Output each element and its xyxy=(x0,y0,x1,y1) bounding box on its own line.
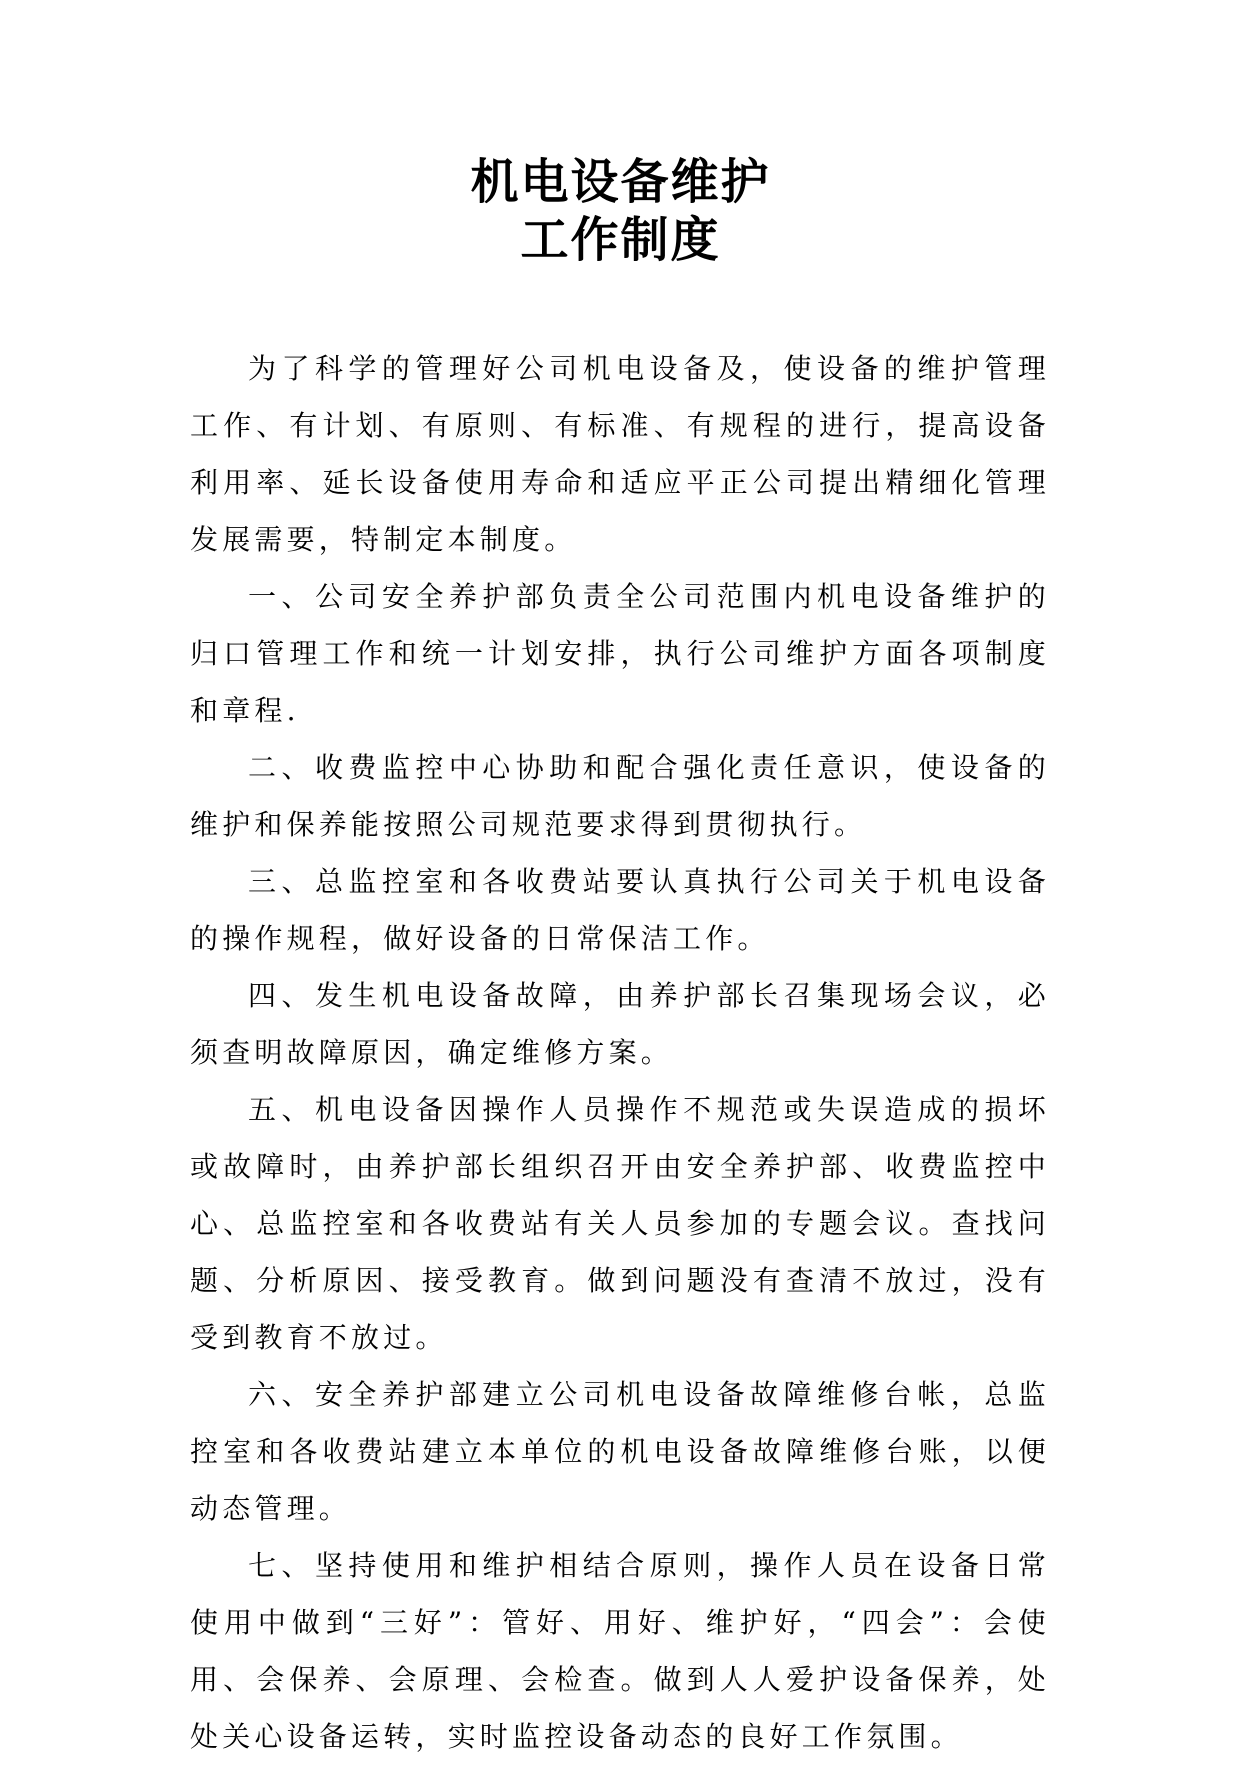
paragraph-clause-4: 四、发生机电设备故障，由养护部长召集现场会议，必须查明故障原因，确定维修方案。 xyxy=(190,979,1050,1069)
paragraph-clause-3: 三、总监控室和各收费站要认真执行公司关于机电设备的操作规程，做好设备的日常保洁工作。 xyxy=(190,865,1050,955)
paragraph-intro: 为了科学的管理好公司机电设备及，使设备的维护管理工作、有计划、有原则、有标准、有规程的进行，提高设备利用率、延长设备使用寿命和适应平正公司提出精细化管理发展需要，特制定本制度。 xyxy=(190,352,1050,556)
paragraph-clause-5: 五、机电设备因操作人员操作不规范或失误造成的损坏或故障时，由养护部长组织召开由安全养护部、收费监控中心、总监控室和各收费站有关人员参加的专题会议。查找问题、分析原因、接受教育。做到问题没有查清不放过，没有受到教育不放过。 xyxy=(190,1093,1050,1354)
paragraph-clause-1: 一、公司安全养护部负责全公司范围内机电设备维护的归口管理工作和统一计划安排，执行公司维护方面各项制度和章程. xyxy=(190,580,1050,727)
paragraph-clause-2: 二、收费监控中心协助和配合强化责任意识，使设备的维护和保养能按照公司规范要求得到贯彻执行。 xyxy=(190,751,1050,841)
paragraph-clause-7: 七、坚持使用和维护相结合原则，操作人员在设备日常使用中做到“三好”：管好、用好、维护好，“四会”：会使用、会保养、会原理、会检查。做到人人爱护设备保养，处处关心设备运转，实时监控设备动态的良好工作氛围。 xyxy=(190,1549,1050,1753)
document-title-line-2: 工作制度 xyxy=(520,212,721,268)
document-title-line-1: 机电设备维护 xyxy=(470,154,771,210)
document-body xyxy=(190,340,1050,1765)
paragraph-clause-6: 六、安全养护部建立公司机电设备故障维修台帐，总监控室和各收费站建立本单位的机电设备故障维修台账，以便动态管理。 xyxy=(190,1378,1050,1525)
